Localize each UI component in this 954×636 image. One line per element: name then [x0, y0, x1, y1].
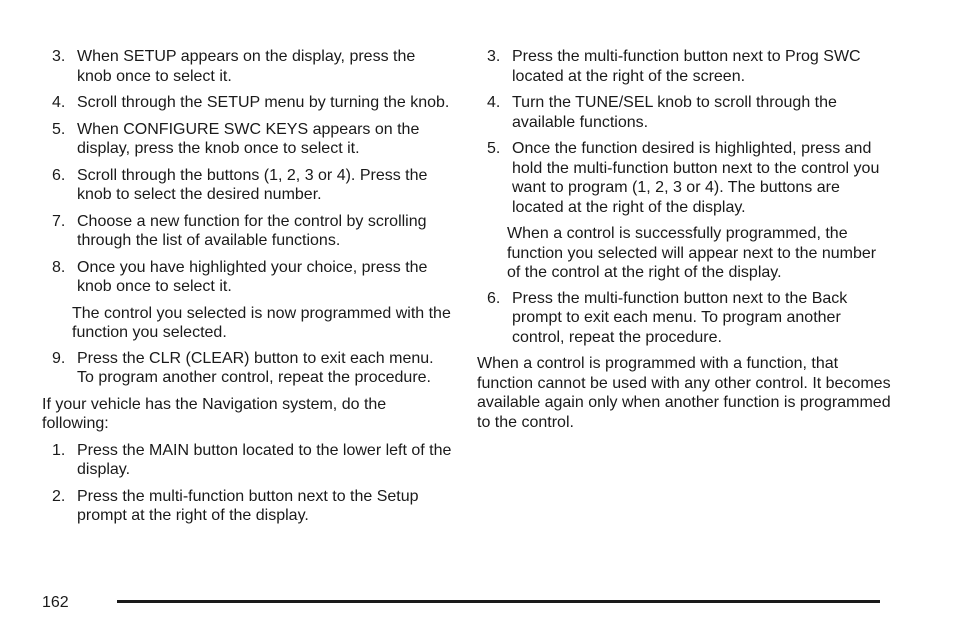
item-number: 2. — [52, 487, 66, 505]
list-item — [42, 258, 452, 297]
item-number: 4. — [487, 94, 501, 111]
list-item — [42, 120, 452, 159]
list-item — [42, 441, 452, 480]
list-item — [477, 93, 892, 132]
navigation-intro: If your vehicle has the Navigation system, do the following: — [42, 395, 387, 432]
item-number: 1. — [52, 441, 66, 459]
item-text: Press the MAIN button located to the lower left of the display. — [77, 441, 452, 478]
item-text: Press the CLR (CLEAR) button to exit each menu. To program another control, repeat the procedure. — [77, 349, 434, 386]
item-text: Once the function desired is highlighted, press and hold the multi-function button next to the control you want to program (1, 2, 3 or 4). The buttons are located at the right of the display. — [512, 140, 880, 216]
item-text: When SETUP appears on the display, press the knob once to select it. — [77, 48, 416, 85]
left-column — [42, 47, 452, 533]
item-text: Scroll through the buttons (1, 2, 3 or 4). Press the knob to select the desired number. — [77, 166, 428, 203]
item-text: Turn the TUNE/SEL knob to scroll through the available functions. — [512, 94, 837, 131]
list-item — [42, 349, 452, 388]
item-number: 6. — [487, 289, 501, 307]
right-column — [477, 47, 892, 439]
item-text: Press the multi-function button next to the Back prompt to exit each menu. To program another control, repeat the procedure. — [512, 289, 848, 346]
list-item — [477, 139, 892, 217]
item-number: 5. — [487, 140, 501, 157]
programmed-note: The control you selected is now programmed with the function you selected. — [72, 304, 451, 341]
item-text: Choose a new function for the control by scrolling through the list of available functions. — [77, 212, 427, 249]
item-number: 7. — [52, 212, 66, 230]
item-text: Scroll through the SETUP menu by turning the knob. — [77, 94, 450, 111]
success-note: When a control is successfully programmed, the function you selected will appear next to the number of the control at the right of the display. — [507, 225, 877, 281]
footer-rule — [117, 600, 880, 603]
list-item — [42, 212, 452, 251]
item-number: 3. — [487, 48, 501, 65]
list-item — [477, 47, 892, 86]
item-number: 5. — [52, 120, 66, 138]
list-item — [477, 289, 892, 348]
list-item — [42, 47, 452, 86]
item-number: 4. — [52, 94, 66, 111]
item-text: Once you have highlighted your choice, press the knob once to select it. — [77, 258, 428, 295]
item-number: 3. — [52, 48, 66, 65]
item-text: When CONFIGURE SWC KEYS appears on the display, press the knob once to select it. — [77, 120, 420, 157]
item-number: 6. — [52, 166, 66, 184]
item-text: Press the multi-function button next to Prog SWC located at the right of the screen. — [512, 48, 861, 85]
item-text: Press the multi-function button next to the Setup prompt at the right of the display. — [77, 487, 419, 524]
item-number: 9. — [52, 349, 66, 367]
closing-paragraph: When a control is programmed with a function, that function cannot be used with any other control. It becomes available again only when another function is programmed to the control. — [477, 355, 891, 431]
page-number: 162 — [42, 594, 69, 611]
list-item — [42, 166, 452, 205]
list-item — [42, 93, 452, 113]
list-item — [42, 487, 452, 526]
item-number: 8. — [52, 258, 66, 276]
